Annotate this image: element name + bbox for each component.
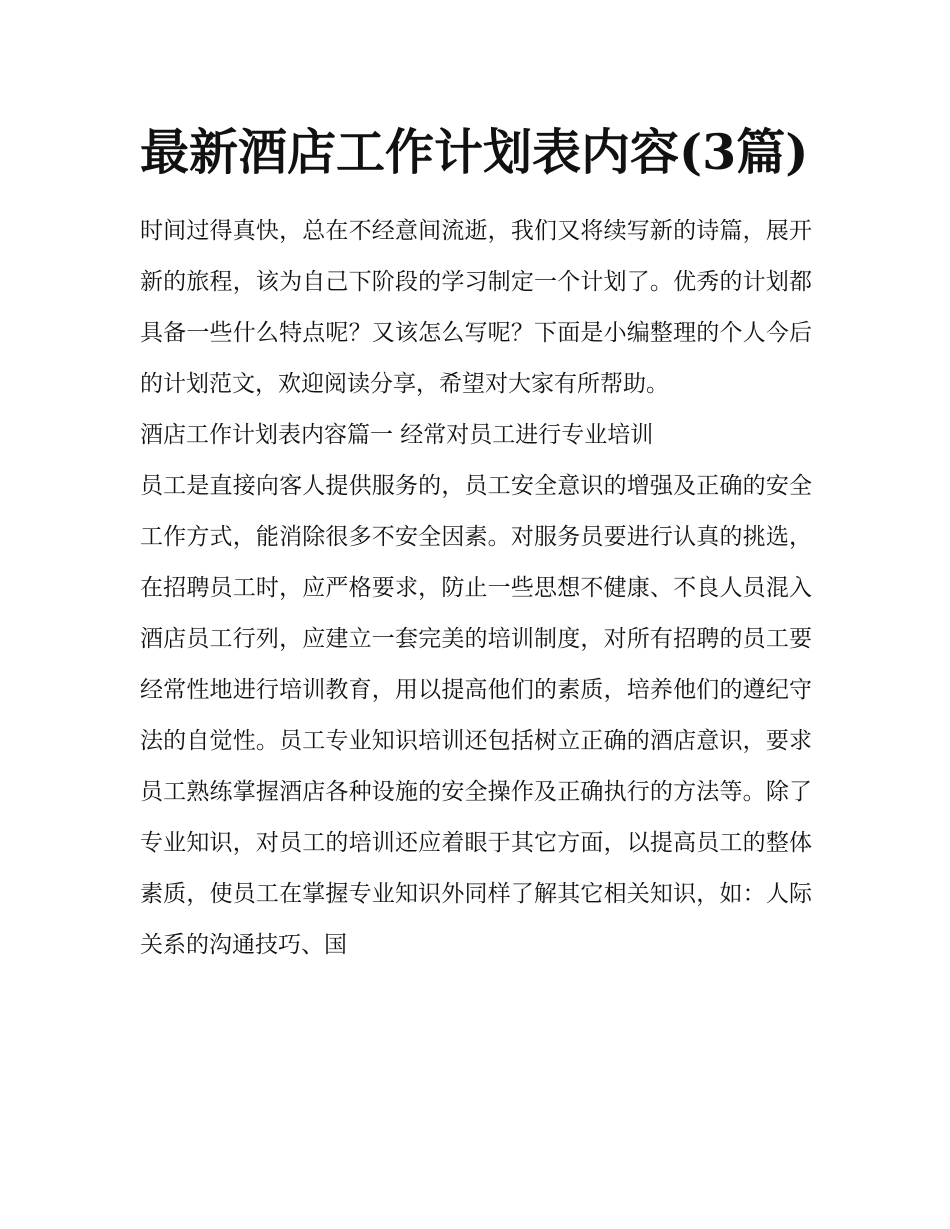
document-page xyxy=(140,112,812,971)
intro-paragraph: 时间过得真快，总在不经意间流逝，我们又将续写新的诗篇，展开新的旅程，该为自己下阶段的学习制定一个计划了。优秀的计划都具备一些什么特点呢？又该怎么写呢？下面是小编整理的个人今后的计划范文，欢迎阅读分享，希望对大家有所帮助。 xyxy=(140,218,812,397)
body-paragraph: 员工是直接向客人提供服务的，员工安全意识的增强及正确的安全工作方式，能消除很多不安全因素。对服务员要进行认真的挑选，在招聘员工时，应严格要求，防止一些思想不健康、不良人员混入酒店员工行列，应建立一套完美的培训制度，对所有招聘的员工要经常性地进行培训教育，用以提高他们的素质，培养他们的遵纪守法的自觉性。员工专业知识培训还包括树立正确的酒店意识，要求员工熟练掌握酒店各种设施的安全操作及正确执行的方法等。除了专业知识，对员工的培训还应着眼于其它方面，以提高员工的整体素质，使员工在掌握专业知识外同样了解其它相关知识，如：人际关系的沟通技巧、国 xyxy=(140,473,812,958)
document-title: 最新酒店工作计划表内容(3篇) xyxy=(140,123,809,181)
section-heading: 酒店工作计划表内容篇一 经常对员工进行专业培训 xyxy=(140,422,654,448)
